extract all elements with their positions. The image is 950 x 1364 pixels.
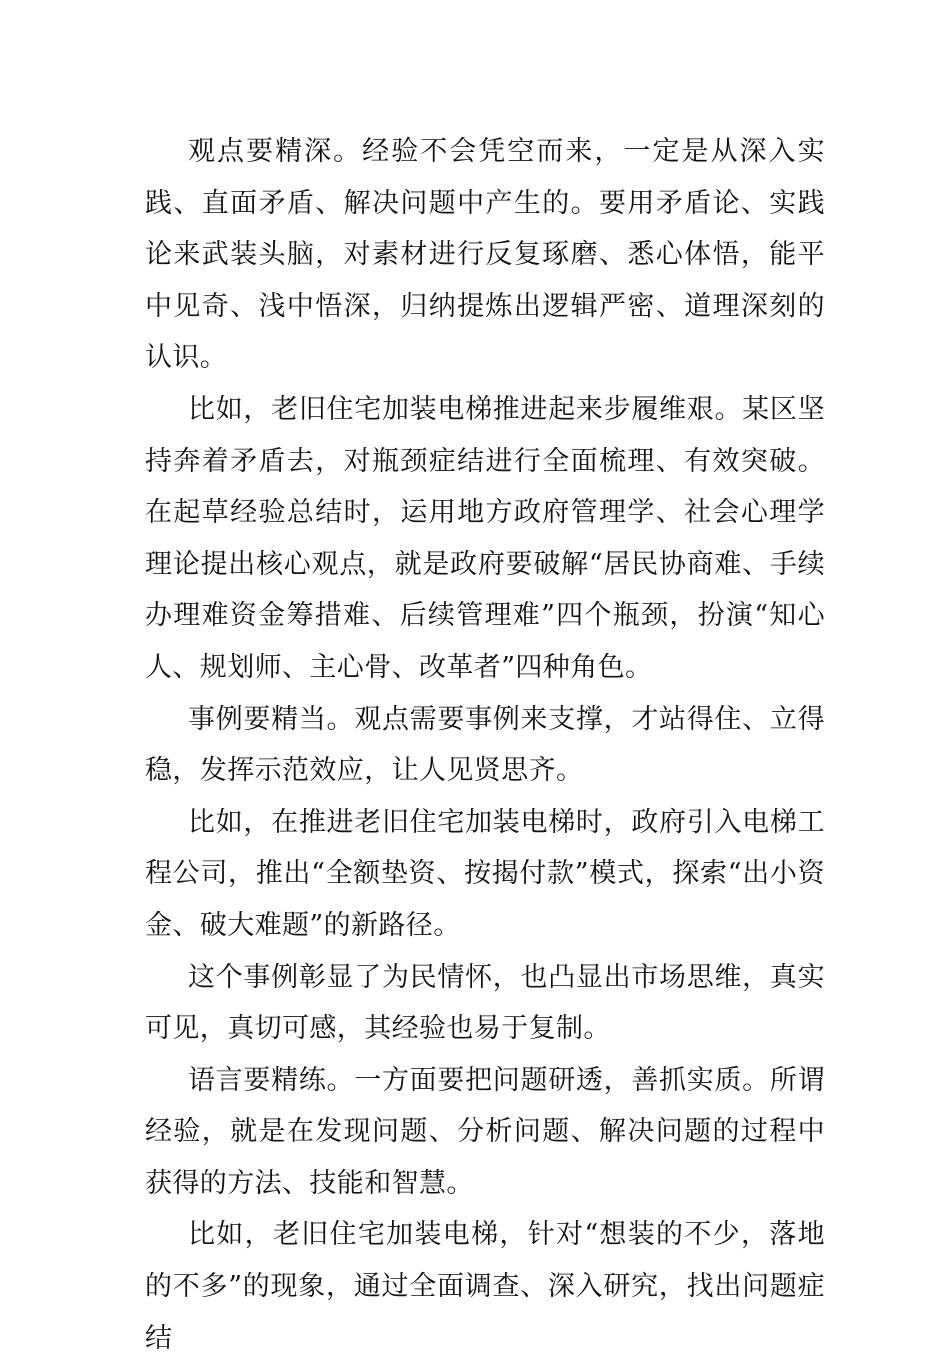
- paragraph-example-elevator: 比如，老旧住宅加装电梯推进起来步履维艰。某区坚持奔着矛盾去，对瓶颈症结进行全面梳理、有效突破。在起草经验总结时，运用地方政府管理学、社会心理学理论提出核心观点，就是政府要破解“居民协商难、手续办理难资金筹措难、后续管理难”四个瓶颈，扮演“知心人、规划师、主心骨、改革者”四种角色。: [145, 393, 825, 683]
- paragraph-language: 语言要精练。一方面要把问题研透，善抓实质。所谓经验，就是在发现问题、分析问题、解决问题的过程中获得的方法、技能和智慧。: [145, 1064, 825, 1199]
- paragraph-example-financing: 比如，在推进老旧住宅加装电梯时，政府引入电梯工程公司，推出“全额垫资、按揭付款”模式，探索“出小资金、破大难题”的新路径。: [145, 806, 825, 941]
- paragraph-viewpoint: 观点要精深。经验不会凭空而来，一定是从深入实践、直面矛盾、解决问题中产生的。要用矛盾论、实践论来武装头脑，对素材进行反复琢磨、悉心体悟，能平中见奇、浅中悟深，归纳提炼出逻辑严密、道理深刻的认识。: [145, 136, 825, 374]
- document-body: [145, 126, 825, 1364]
- paragraph-case-value: 这个事例彰显了为民情怀，也凸显出市场思维，真实可见，真切可感，其经验也易于复制。: [145, 961, 825, 1045]
- paragraph-cases: 事例要精当。观点需要事例来支撑，才站得住、立得稳，发挥示范效应，让人见贤思齐。: [145, 703, 825, 787]
- paragraph-example-survey: 比如，老旧住宅加装电梯，针对“想装的不少，落地的不多”的现象，通过全面调查、深入研究，找出问题症结: [145, 1219, 825, 1354]
